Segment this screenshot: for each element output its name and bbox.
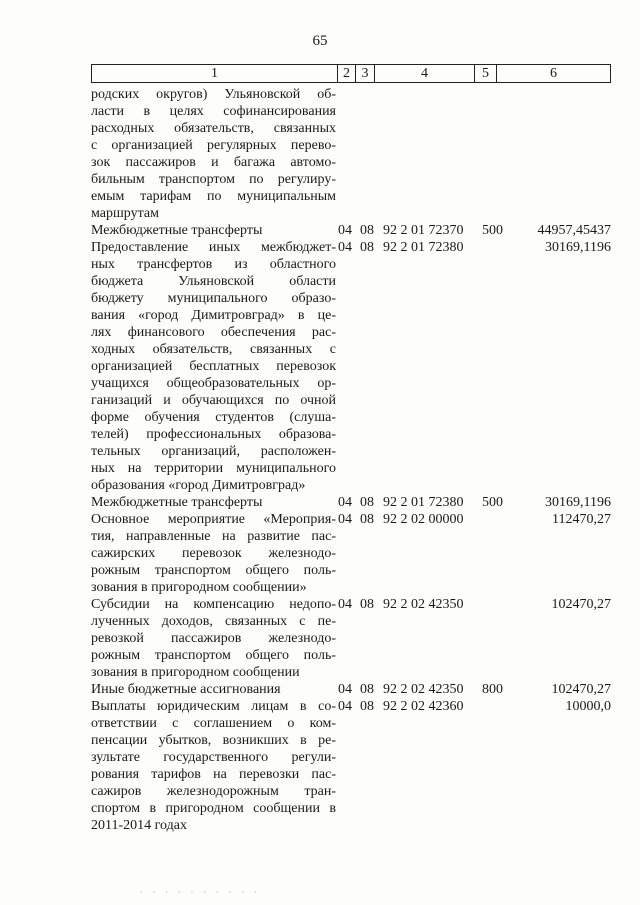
row-name-line: Межбюджетные трансферты [91, 495, 263, 510]
row-name-line: емым тарифам по муниципальным [91, 189, 336, 204]
row-target-article: 92 2 02 42350 [383, 682, 464, 697]
row-name-line: зультате государственного регули- [91, 750, 336, 765]
row-name-line: ревозкой пассажиров железнодо- [91, 631, 336, 646]
row-name-line: Субсидии на компенсацию недопо- [91, 597, 336, 612]
row-section: 04 [338, 240, 352, 255]
row-name-line: родских округов) Ульяновской об- [91, 87, 336, 102]
row-name-line: бюджету муниципального образо- [91, 291, 336, 306]
row-name-line: Выплаты юридическим лицам в со- [91, 699, 336, 714]
row-amount: 102470,27 [551, 682, 611, 697]
row-subsection: 08 [360, 495, 374, 510]
table-row [91, 494, 621, 511]
row-name-line: ганизаций и обучающихся по очной [91, 393, 336, 408]
row-target-article: 92 2 01 72380 [383, 495, 464, 510]
row-name-line: тельных организаций, расположен- [91, 444, 336, 459]
row-name-line: 2011-2014 годах [91, 818, 187, 833]
row-name-line: расходных обязательств, связанных [91, 121, 336, 136]
header-col-4: 4 [375, 65, 475, 82]
row-amount: 30169,1196 [545, 240, 611, 255]
row-target-article: 92 2 02 42360 [383, 699, 464, 714]
table-row [91, 681, 621, 698]
row-name-line: рожным транспортом общего поль- [91, 563, 336, 578]
row-name-line: с организацией регулярных перево- [91, 138, 336, 153]
row-name-line: сажирских перевозок железнодо- [91, 546, 336, 561]
row-expense-type: 800 [482, 682, 503, 697]
row-subsection: 08 [360, 597, 374, 612]
row-name [91, 681, 336, 698]
row-name-line: зования в пригородном сообщении [91, 665, 300, 680]
row-target-article: 92 2 01 72380 [383, 240, 464, 255]
row-expense-type: 500 [482, 495, 503, 510]
row-subsection: 08 [360, 512, 374, 527]
table-row [91, 698, 621, 834]
row-name-line: спортом в пригородном сообщении в [91, 801, 336, 816]
row-name-line: ных на территории муниципального [91, 461, 336, 476]
row-amount: 10000,0 [565, 699, 611, 714]
row-section: 04 [338, 223, 352, 238]
row-amount: 30169,1196 [545, 495, 611, 510]
row-name-line: учащихся общеобразовательных ор- [91, 376, 336, 391]
row-target-article: 92 2 02 42350 [383, 597, 464, 612]
scan-dots: · · · · · · · · · · [140, 888, 261, 897]
row-target-article: 92 2 02 00000 [383, 512, 464, 527]
row-name [91, 596, 336, 681]
row-expense-type: 500 [482, 223, 503, 238]
row-name-line: организацией бесплатных перевозок [91, 359, 336, 374]
row-name-line: зок пассажиров и багажа автомо- [91, 155, 336, 170]
table-header [91, 64, 611, 83]
row-section: 04 [338, 699, 352, 714]
row-name-line: сажиров железнодорожным тран- [91, 784, 336, 799]
page-number: 65 [312, 33, 328, 49]
row-name-line: телей) профессиональных образова- [91, 427, 336, 442]
table-row [91, 222, 621, 239]
row-name [91, 86, 336, 222]
row-name-line: Межбюджетные трансферты [91, 223, 263, 238]
row-subsection: 08 [360, 223, 374, 238]
row-section: 04 [338, 495, 352, 510]
row-section: 04 [338, 597, 352, 612]
header-col-6: 6 [550, 66, 557, 81]
table-row [91, 596, 621, 681]
row-name [91, 511, 336, 596]
table-row [91, 239, 621, 494]
row-name-line: рожным транспортом общего поль- [91, 648, 336, 663]
row-name-line: форме обучения студентов (слуша- [91, 410, 336, 425]
row-name-line: бюджета Ульяновской области [91, 274, 336, 289]
row-name-line: тия, направленные на развитие пас- [91, 529, 336, 544]
row-name-line: ласти в целях софинансирования [91, 104, 336, 119]
row-target-article: 92 2 01 72370 [383, 223, 464, 238]
row-amount: 102470,27 [551, 597, 611, 612]
table-row [91, 86, 621, 222]
row-name-line: бильным транспортом по регулиру- [91, 172, 336, 187]
row-subsection: 08 [360, 240, 374, 255]
row-name [91, 222, 336, 239]
row-subsection: 08 [360, 682, 374, 697]
row-section: 04 [338, 512, 352, 527]
header-col-1: 1 [92, 65, 338, 82]
row-name-line: ных трансфертов из областного [91, 257, 336, 272]
row-name-line: лях финансового обеспечения рас- [91, 325, 336, 340]
header-col-3: 3 [356, 65, 375, 82]
row-name-line: лученных доходов, связанных с пе- [91, 614, 336, 629]
row-name-line: рования тарифов на перевозки пас- [91, 767, 336, 782]
row-name [91, 494, 336, 511]
row-name-line: Предоставление иных межбюджет- [91, 240, 336, 255]
row-name-line: вания «город Димитровград» в це- [91, 308, 336, 323]
row-amount: 112470,27 [552, 512, 611, 527]
row-name-line: зования в пригородном сообщении» [91, 580, 307, 595]
header-col-2: 2 [338, 65, 356, 82]
row-name-line: пенсации убытков, возникших в ре- [91, 733, 336, 748]
row-name-line: ходных обязательств, связанных с [91, 342, 336, 357]
row-name-line: маршрутам [91, 206, 159, 221]
row-amount: 44957,45437 [537, 223, 611, 238]
table-row [91, 511, 621, 596]
row-name-line: Основное мероприятие «Мероприя- [91, 512, 336, 527]
row-name-line: Иные бюджетные ассигнования [91, 682, 281, 697]
row-section: 04 [338, 682, 352, 697]
row-subsection: 08 [360, 699, 374, 714]
row-name [91, 698, 336, 834]
row-name [91, 239, 336, 494]
header-col-5: 5 [475, 65, 497, 82]
row-name-line: ответствии с соглашением о ком- [91, 716, 336, 731]
row-name-line: образования «город Димитровград» [91, 478, 306, 493]
